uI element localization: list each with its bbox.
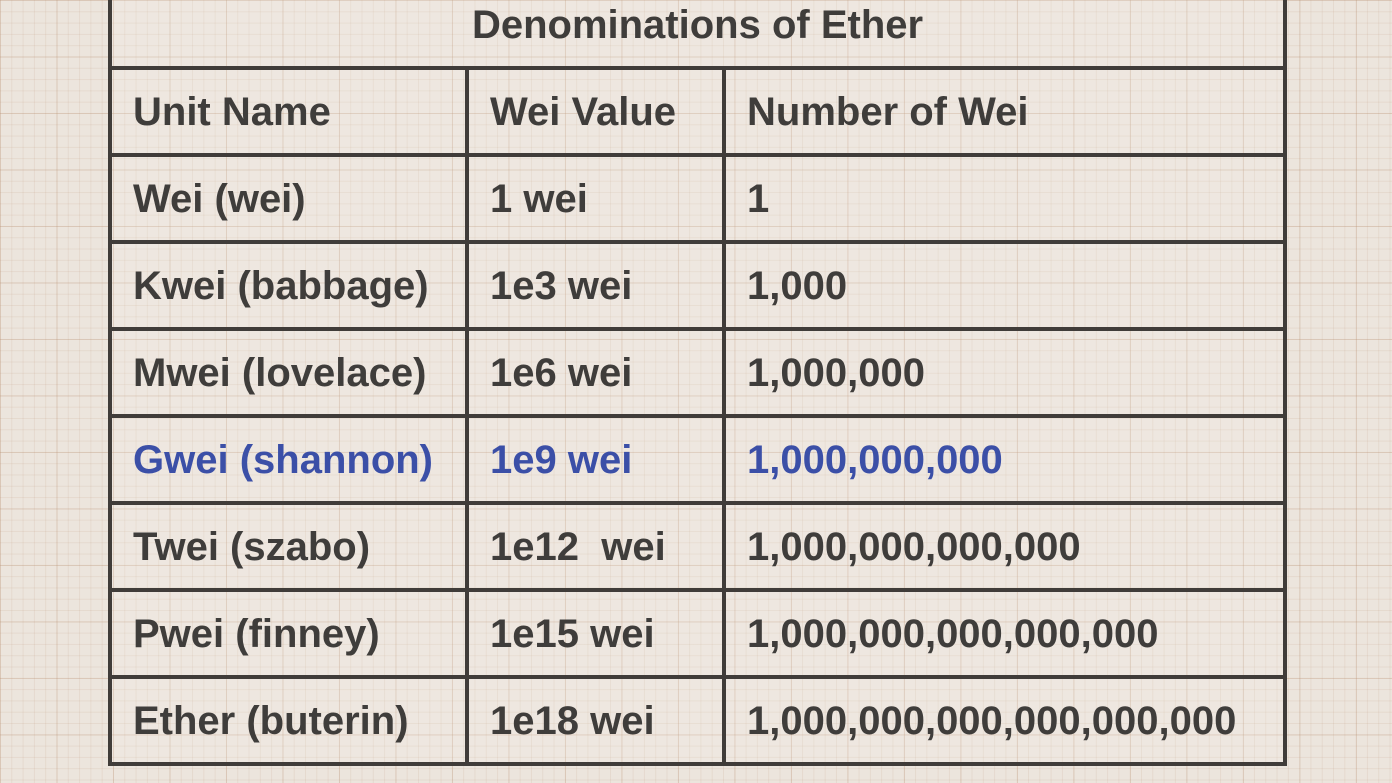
unit-name-cell: Kwei (babbage): [110, 242, 467, 329]
table-row-ether: [110, 677, 1285, 764]
table-row-mwei: [110, 329, 1285, 416]
wei-value-cell: 1e18 wei: [467, 677, 724, 764]
unit-name-cell: Wei (wei): [110, 155, 467, 242]
wei-value-cell: 1e3 wei: [467, 242, 724, 329]
number-of-wei-cell: 1: [724, 155, 1285, 242]
wei-value-cell: 1e15 wei: [467, 590, 724, 677]
table-row-kwei: [110, 242, 1285, 329]
number-of-wei-cell: 1,000,000,000,000,000: [724, 590, 1285, 677]
wei-value-cell: 1e9 wei: [467, 416, 724, 503]
unit-name-cell: Gwei (shannon): [110, 416, 467, 503]
unit-name-cell: Pwei (finney): [110, 590, 467, 677]
number-of-wei-cell: 1,000,000,000: [724, 416, 1285, 503]
unit-name-cell: Mwei (lovelace): [110, 329, 467, 416]
table-title: Denominations of Ether: [110, 0, 1285, 68]
column-header-unit-name: Unit Name: [110, 68, 467, 155]
table-row-gwei: [110, 416, 1285, 503]
wei-value-cell: 1 wei: [467, 155, 724, 242]
wei-value-cell: 1e6 wei: [467, 329, 724, 416]
table-header-row: [110, 68, 1285, 155]
table-row-wei: [110, 155, 1285, 242]
number-of-wei-cell: 1,000: [724, 242, 1285, 329]
table-row-pwei: [110, 590, 1285, 677]
unit-name-cell: Ether (buterin): [110, 677, 467, 764]
unit-name-cell: Twei (szabo): [110, 503, 467, 590]
denominations-table: [108, 0, 1287, 766]
table-row-twei: [110, 503, 1285, 590]
number-of-wei-cell: 1,000,000: [724, 329, 1285, 416]
table-title-row: [110, 0, 1285, 68]
wei-value-cell: 1e12 wei: [467, 503, 724, 590]
column-header-number-of-wei: Number of Wei: [724, 68, 1285, 155]
column-header-wei-value: Wei Value: [467, 68, 724, 155]
number-of-wei-cell: 1,000,000,000,000: [724, 503, 1285, 590]
number-of-wei-cell: 1,000,000,000,000,000,000: [724, 677, 1285, 764]
